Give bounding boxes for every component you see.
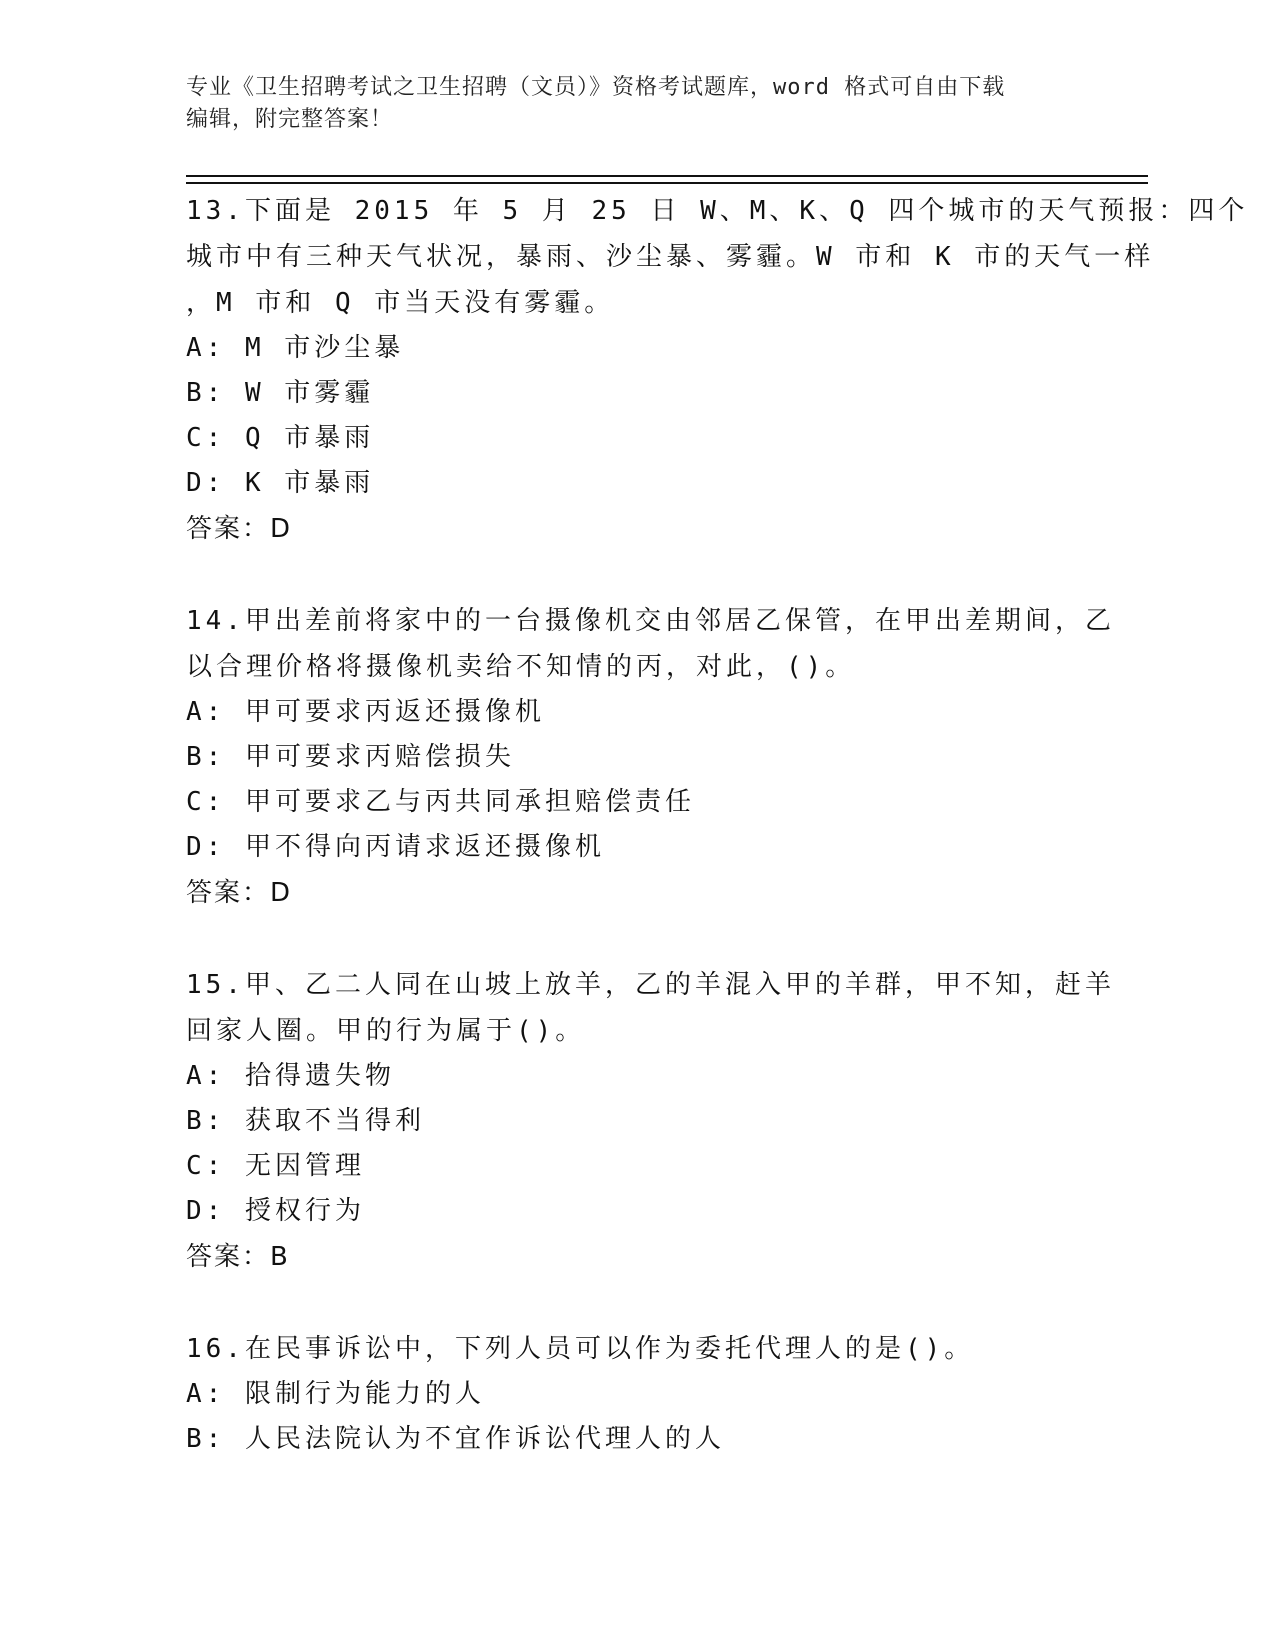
- option-b: B: 获取不当得利: [186, 1106, 425, 1136]
- question-stem: [186, 598, 1115, 690]
- question-16: [186, 1326, 1086, 1462]
- option-b: B: W 市雾霾: [186, 378, 375, 408]
- option-a: A: M 市沙尘暴: [186, 333, 405, 363]
- option-d: D: K 市暴雨: [186, 468, 375, 498]
- option-d: D: 甲不得向丙请求返还摄像机: [186, 832, 605, 862]
- header-line-2: 编辑，附完整答案！: [186, 107, 394, 132]
- option-a: A: 限制行为能力的人: [186, 1379, 485, 1409]
- option-a: A: 甲可要求丙返还摄像机: [186, 697, 545, 727]
- question-13: [186, 188, 1249, 552]
- option-b: B: 人民法院认为不宜作诉讼代理人的人: [186, 1424, 725, 1454]
- answer-label: 答案：D: [186, 514, 293, 544]
- question-15: [186, 962, 1115, 1280]
- option-c: C: 无因管理: [186, 1151, 365, 1181]
- header-divider-bottom: [186, 182, 1148, 184]
- option-a: A: 拾得遗失物: [186, 1061, 395, 1091]
- question-stem: [186, 962, 1115, 1054]
- stem-line: 15.甲、乙二人同在山坡上放羊，乙的羊混入甲的羊群，甲不知，赶羊: [186, 970, 1115, 1000]
- option-d: D: 授权行为: [186, 1196, 365, 1226]
- question-14: [186, 598, 1115, 916]
- option-c: C: Q 市暴雨: [186, 423, 375, 453]
- option-b: B: 甲可要求丙赔偿损失: [186, 742, 515, 772]
- stem-line: 城市中有三种天气状况，暴雨、沙尘暴、雾霾。W 市和 K 市的天气一样: [186, 242, 1155, 272]
- stem-line: 以合理价格将摄像机卖给不知情的丙，对此，()。: [186, 652, 856, 682]
- stem-line: 14.甲出差前将家中的一台摄像机交由邻居乙保管，在甲出差期间，乙: [186, 606, 1115, 636]
- answer-label: 答案：D: [186, 878, 293, 908]
- header-line-1: 专业《卫生招聘考试之卫生招聘（文员）》资格考试题库，word 格式可自由下载: [186, 75, 1006, 100]
- document-header: [186, 72, 1086, 136]
- stem-line: 13.下面是 2015 年 5 月 25 日 W、M、K、Q 四个城市的天气预报：四个: [186, 196, 1249, 226]
- stem-line: 16.在民事诉讼中，下列人员可以作为委托代理人的是()。: [186, 1334, 975, 1364]
- stem-line: 回家人圈。甲的行为属于()。: [186, 1016, 586, 1046]
- answer-label: 答案：B: [186, 1242, 290, 1272]
- question-list: [186, 188, 1249, 1508]
- header-divider-top: [186, 175, 1148, 177]
- question-stem: [186, 188, 1249, 326]
- stem-line: ，M 市和 Q 市当天没有雾霾。: [186, 288, 615, 318]
- option-c: C: 甲可要求乙与丙共同承担赔偿责任: [186, 787, 695, 817]
- question-stem: [186, 1326, 1086, 1372]
